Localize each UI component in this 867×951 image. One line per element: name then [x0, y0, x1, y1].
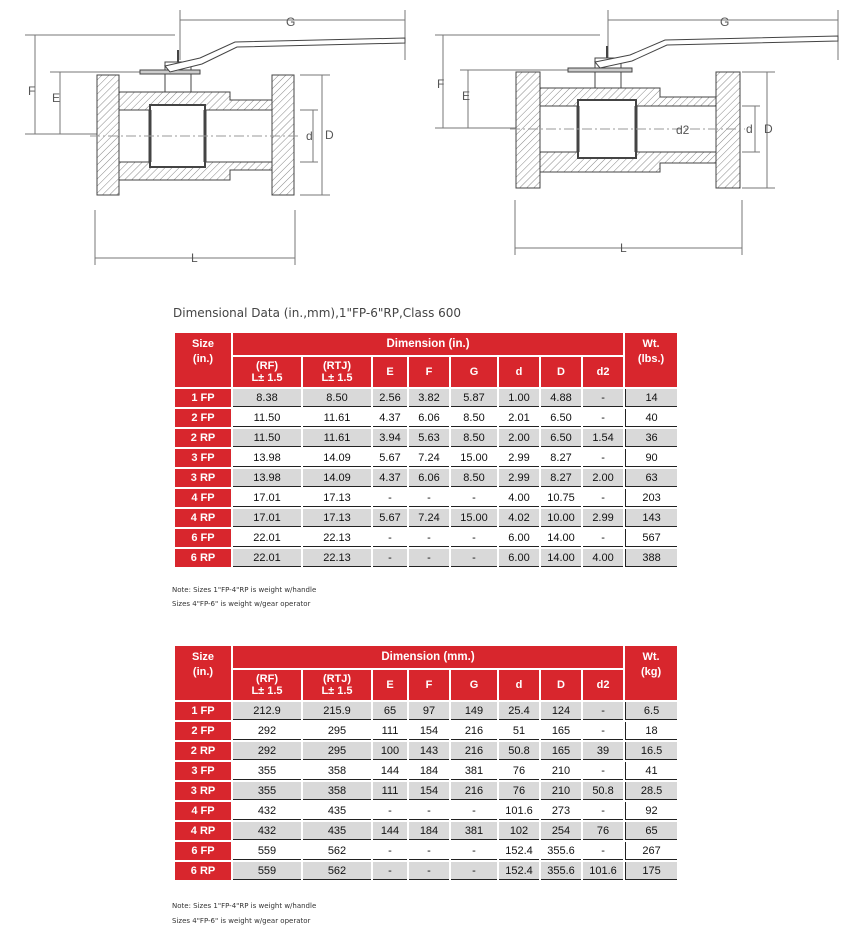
dimension-cell: 295 [303, 742, 371, 760]
weight-cell: 90 [625, 449, 677, 467]
table-row [175, 702, 677, 720]
size-header: Size (in.) [175, 333, 231, 387]
weight-cell: 143 [625, 509, 677, 527]
dimension-cell: 184 [409, 822, 449, 840]
dimension-cell: 5.67 [373, 509, 407, 527]
column-header: D [541, 357, 581, 387]
dimension-cell: 51 [499, 722, 539, 740]
dimension-cell: - [409, 529, 449, 547]
size-cell: 3 RP [175, 782, 231, 800]
dimension-cell: 2.01 [499, 409, 539, 427]
dimension-cell: 22.13 [303, 549, 371, 567]
column-header: (RTJ) L± 1.5 [303, 357, 371, 387]
dim-label-d-small-right: d [746, 122, 753, 136]
column-header: (RF) L± 1.5 [233, 357, 301, 387]
table-row [175, 862, 677, 880]
reduced-port-valve-drawing [435, 10, 838, 255]
dimension-cell: 6.06 [409, 409, 449, 427]
dimension-cell: 101.6 [583, 862, 623, 880]
dimension-cell: 5.63 [409, 429, 449, 447]
dimension-cell: 124 [541, 702, 581, 720]
dimension-cell: 14.09 [303, 449, 371, 467]
size-cell: 2 FP [175, 409, 231, 427]
dimension-cell: 7.24 [409, 449, 449, 467]
table-caption: Dimensional Data (in.,mm),1"FP-6"RP,Class 600 [173, 306, 462, 320]
dimension-cell: - [451, 842, 497, 860]
weight-cell: 175 [625, 862, 677, 880]
weight-cell: 92 [625, 802, 677, 820]
dimension-cell: 102 [499, 822, 539, 840]
column-header: E [373, 670, 407, 700]
table-row [175, 742, 677, 760]
dimension-cell: - [373, 862, 407, 880]
size-cell: 6 FP [175, 529, 231, 547]
dimension-cell: 6.50 [541, 429, 581, 447]
dimension-cell: 17.13 [303, 509, 371, 527]
dimension-cell: - [583, 802, 623, 820]
dimension-cell: 184 [409, 762, 449, 780]
dimension-cell: 215.9 [303, 702, 371, 720]
dimension-cell: 14.09 [303, 469, 371, 487]
dimension-cell: - [451, 529, 497, 547]
dimension-cell: 358 [303, 782, 371, 800]
weight-cell: 567 [625, 529, 677, 547]
dimension-cell: 13.98 [233, 449, 301, 467]
dimension-cell: 14.00 [541, 529, 581, 547]
size-header: Size (in.) [175, 646, 231, 700]
dimension-cell: 7.24 [409, 509, 449, 527]
dimension-cell: 17.01 [233, 489, 301, 507]
column-header: (RF) L± 1.5 [233, 670, 301, 700]
dimension-cell: 216 [451, 742, 497, 760]
dim-label-d-small-left: d [306, 129, 313, 143]
column-header: d [499, 357, 539, 387]
dimension-cell: - [583, 702, 623, 720]
dimension-cell: 2.56 [373, 389, 407, 407]
dimension-cell: 65 [373, 702, 407, 720]
table-row [175, 449, 677, 467]
dim-label-f-left: F [28, 84, 36, 98]
dimension-cell: 50.8 [499, 742, 539, 760]
dimension-cell: 144 [373, 762, 407, 780]
dimension-cell: 559 [233, 862, 301, 880]
valve-drawings [0, 0, 867, 290]
dimension-cell: - [583, 489, 623, 507]
dimension-cell: 76 [583, 822, 623, 840]
weight-header: Wt. (lbs.) [625, 333, 677, 387]
dimension-cell: 435 [303, 822, 371, 840]
table-row [175, 762, 677, 780]
dimension-cell: 13.98 [233, 469, 301, 487]
size-cell: 2 FP [175, 722, 231, 740]
table-row [175, 802, 677, 820]
dimension-cell: 165 [541, 722, 581, 740]
dimension-cell: 152.4 [499, 842, 539, 860]
dimension-table-inches [173, 331, 679, 569]
dimension-cell: 100 [373, 742, 407, 760]
dimension-cell: - [583, 409, 623, 427]
dimension-cell: 212.9 [233, 702, 301, 720]
dimension-cell: 216 [451, 782, 497, 800]
dimension-cell: 562 [303, 862, 371, 880]
size-cell: 1 FP [175, 702, 231, 720]
dimension-cell: 14.00 [541, 549, 581, 567]
table-row [175, 469, 677, 487]
dimension-cell: 2.99 [583, 509, 623, 527]
dimension-cell: 22.01 [233, 529, 301, 547]
dim-label-e-right: E [462, 89, 471, 103]
dimension-cell: 11.50 [233, 429, 301, 447]
dimension-cell: 8.50 [451, 429, 497, 447]
dimension-cell: 39 [583, 742, 623, 760]
dimension-table-mm [173, 644, 679, 882]
dimension-cell: 154 [409, 782, 449, 800]
table-row [175, 409, 677, 427]
dimension-cell: 17.13 [303, 489, 371, 507]
dimension-cell: 355 [233, 782, 301, 800]
column-header: d2 [583, 357, 623, 387]
dimension-cell: 254 [541, 822, 581, 840]
dimension-cell: 562 [303, 842, 371, 860]
weight-cell: 36 [625, 429, 677, 447]
full-port-valve-drawing [25, 10, 405, 265]
dimension-cell: 6.50 [541, 409, 581, 427]
dimension-cell: 6.06 [409, 469, 449, 487]
dimension-cell: 2.00 [499, 429, 539, 447]
dimension-cell: - [583, 842, 623, 860]
size-cell: 6 RP [175, 549, 231, 567]
dimension-cell: 50.8 [583, 782, 623, 800]
table-row [175, 822, 677, 840]
dimension-cell: 1.00 [499, 389, 539, 407]
dimension-cell: 111 [373, 722, 407, 740]
size-cell: 3 FP [175, 762, 231, 780]
weight-header: Wt. (kg) [625, 646, 677, 700]
dimension-cell: - [373, 489, 407, 507]
dimension-cell: 22.01 [233, 549, 301, 567]
dimension-cell: 4.00 [583, 549, 623, 567]
dimension-cell: 101.6 [499, 802, 539, 820]
dimension-cell: 2.99 [499, 469, 539, 487]
dimension-cell: 15.00 [451, 509, 497, 527]
weight-cell: 267 [625, 842, 677, 860]
dimension-cell: - [409, 549, 449, 567]
dimension-cell: 10.75 [541, 489, 581, 507]
dimension-header: Dimension (in.) [233, 333, 623, 355]
dimension-cell: 8.27 [541, 469, 581, 487]
column-header: F [409, 670, 449, 700]
weight-cell: 203 [625, 489, 677, 507]
weight-cell: 40 [625, 409, 677, 427]
dimension-cell: 432 [233, 802, 301, 820]
column-header: G [451, 357, 497, 387]
weight-cell: 16.5 [625, 742, 677, 760]
dimension-header: Dimension (mm.) [233, 646, 623, 668]
dimension-cell: - [409, 862, 449, 880]
size-cell: 4 FP [175, 489, 231, 507]
size-cell: 4 FP [175, 802, 231, 820]
dimension-cell: 8.50 [451, 469, 497, 487]
table-note-handle: Note: Sizes 1"FP-4"RP is weight w/handle [172, 902, 317, 910]
dim-label-e-left: E [52, 91, 61, 105]
dimension-cell: 216 [451, 722, 497, 740]
column-header: F [409, 357, 449, 387]
dimension-cell: 4.37 [373, 409, 407, 427]
table-row [175, 389, 677, 407]
dimension-cell: 381 [451, 762, 497, 780]
table-row [175, 842, 677, 860]
dimension-cell: 4.37 [373, 469, 407, 487]
dimension-cell: 292 [233, 742, 301, 760]
weight-cell: 388 [625, 549, 677, 567]
dim-label-d2-right: d2 [676, 123, 690, 137]
dimension-cell: 97 [409, 702, 449, 720]
dimension-cell: 358 [303, 762, 371, 780]
dimension-cell: - [409, 802, 449, 820]
dimension-cell: 152.4 [499, 862, 539, 880]
size-cell: 3 FP [175, 449, 231, 467]
size-cell: 1 FP [175, 389, 231, 407]
dimension-cell: 5.67 [373, 449, 407, 467]
size-cell: 6 FP [175, 842, 231, 860]
dimension-cell: 2.99 [499, 449, 539, 467]
dimension-cell: 3.82 [409, 389, 449, 407]
table-row [175, 529, 677, 547]
dimension-cell: 273 [541, 802, 581, 820]
dimension-cell: 4.88 [541, 389, 581, 407]
dimension-cell: 381 [451, 822, 497, 840]
dimension-cell: 292 [233, 722, 301, 740]
dimension-cell: 8.50 [303, 389, 371, 407]
dimension-cell: 6.00 [499, 549, 539, 567]
weight-cell: 63 [625, 469, 677, 487]
dimension-cell: 76 [499, 782, 539, 800]
dim-label-l-right: L [620, 241, 627, 255]
dimension-cell: - [451, 489, 497, 507]
dimension-cell: 355.6 [541, 862, 581, 880]
dimension-cell: - [451, 862, 497, 880]
size-cell: 6 RP [175, 862, 231, 880]
table-row [175, 722, 677, 740]
size-cell: 2 RP [175, 429, 231, 447]
column-header-row [175, 670, 677, 700]
table-row [175, 429, 677, 447]
dimension-cell: 4.02 [499, 509, 539, 527]
dimension-cell: 8.38 [233, 389, 301, 407]
dim-label-d-large-right: D [764, 122, 773, 136]
dimension-cell: - [373, 529, 407, 547]
dimension-cell: 432 [233, 822, 301, 840]
dimension-cell: 11.61 [303, 429, 371, 447]
dimension-cell: 210 [541, 782, 581, 800]
size-cell: 3 RP [175, 469, 231, 487]
dimension-cell: - [373, 842, 407, 860]
dimension-cell: 5.87 [451, 389, 497, 407]
column-header: d2 [583, 670, 623, 700]
dimension-cell: 15.00 [451, 449, 497, 467]
table-row [175, 782, 677, 800]
table-note-handle: Note: Sizes 1"FP-4"RP is weight w/handle [172, 586, 317, 594]
dimension-cell: 22.13 [303, 529, 371, 547]
dim-label-d-large-left: D [325, 128, 334, 142]
dimension-cell: 143 [409, 742, 449, 760]
dimension-cell: 17.01 [233, 509, 301, 527]
dimension-cell: 559 [233, 842, 301, 860]
weight-cell: 41 [625, 762, 677, 780]
dim-label-l-left: L [191, 251, 198, 265]
weight-cell: 28.5 [625, 782, 677, 800]
column-header: E [373, 357, 407, 387]
table-row [175, 549, 677, 567]
dimension-cell: 1.54 [583, 429, 623, 447]
dimension-cell: 149 [451, 702, 497, 720]
column-header: G [451, 670, 497, 700]
column-header: (RTJ) L± 1.5 [303, 670, 371, 700]
dimension-cell: 10.00 [541, 509, 581, 527]
dimension-cell: - [451, 549, 497, 567]
dimension-cell: - [583, 449, 623, 467]
column-header-row [175, 357, 677, 387]
dim-label-g-left: G [286, 15, 296, 29]
dimension-cell: 210 [541, 762, 581, 780]
dimension-cell: 76 [499, 762, 539, 780]
weight-cell: 14 [625, 389, 677, 407]
size-cell: 4 RP [175, 509, 231, 527]
table-row [175, 489, 677, 507]
dimension-cell: 295 [303, 722, 371, 740]
weight-cell: 65 [625, 822, 677, 840]
dimension-cell: 25.4 [499, 702, 539, 720]
table-note-gear: Sizes 4"FP-6" is weight w/gear operator [172, 917, 311, 925]
dimension-cell: 144 [373, 822, 407, 840]
dimension-cell: 165 [541, 742, 581, 760]
dimension-cell: - [583, 529, 623, 547]
dimension-cell: - [583, 722, 623, 740]
table-note-gear: Sizes 4"FP-6" is weight w/gear operator [172, 600, 311, 608]
dimension-cell: 6.00 [499, 529, 539, 547]
dim-label-f-right: F [437, 77, 445, 91]
dimension-cell: 11.50 [233, 409, 301, 427]
dimension-cell: 435 [303, 802, 371, 820]
dimension-cell: 8.50 [451, 409, 497, 427]
dimension-cell: 11.61 [303, 409, 371, 427]
dimension-cell: 2.00 [583, 469, 623, 487]
dim-label-g-right: G [720, 15, 730, 29]
weight-cell: 6.5 [625, 702, 677, 720]
dimension-cell: 3.94 [373, 429, 407, 447]
dimension-cell: 355 [233, 762, 301, 780]
weight-cell: 18 [625, 722, 677, 740]
column-header: d [499, 670, 539, 700]
size-cell: 4 RP [175, 822, 231, 840]
dimension-cell: 355.6 [541, 842, 581, 860]
column-header: D [541, 670, 581, 700]
dimension-cell: - [409, 489, 449, 507]
dimension-cell: - [583, 389, 623, 407]
dimension-cell: - [451, 802, 497, 820]
table-row [175, 509, 677, 527]
size-cell: 2 RP [175, 742, 231, 760]
dimension-cell: - [373, 802, 407, 820]
dimension-cell: - [373, 549, 407, 567]
dimension-cell: - [583, 762, 623, 780]
dimension-cell: 8.27 [541, 449, 581, 467]
dimension-cell: 4.00 [499, 489, 539, 507]
dimension-cell: 111 [373, 782, 407, 800]
dimension-cell: - [409, 842, 449, 860]
dimension-cell: 154 [409, 722, 449, 740]
